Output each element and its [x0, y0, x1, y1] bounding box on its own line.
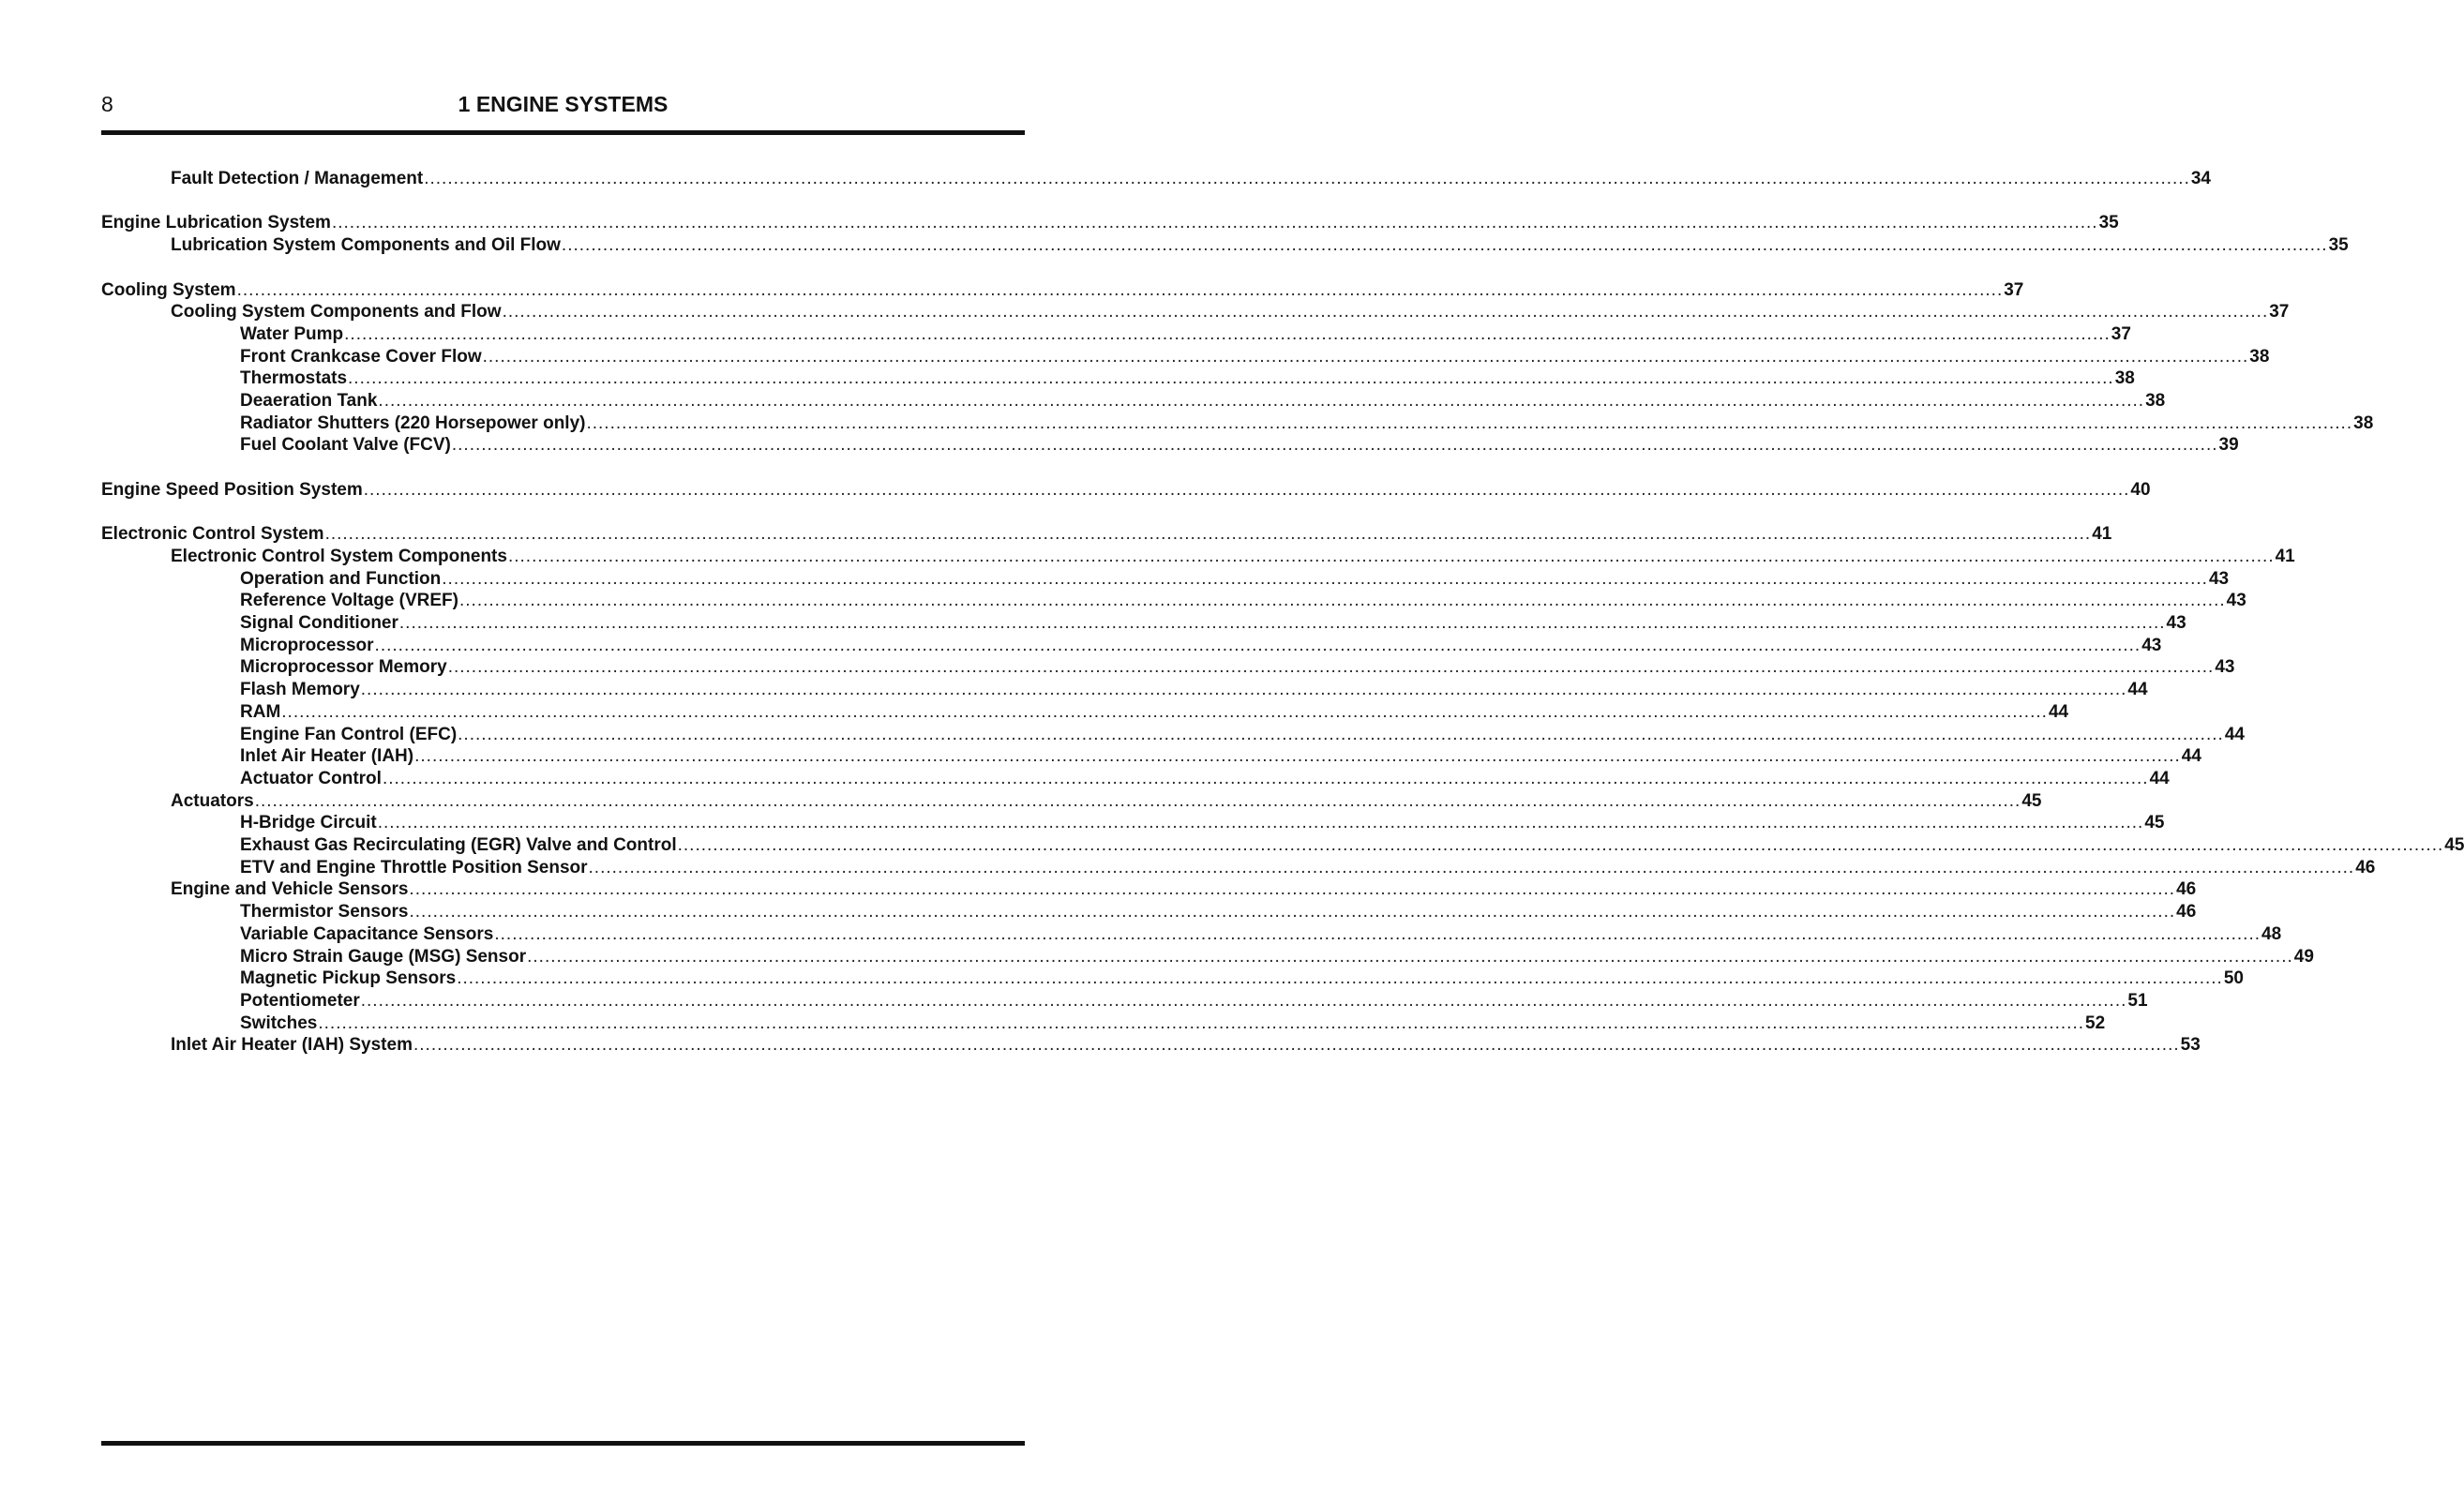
toc-entry-page: 40 — [2130, 479, 2151, 500]
toc-entry — [240, 946, 2314, 968]
toc-leader-dots: ............................................................................................................................................................................................................................................................................................................ — [588, 857, 2355, 878]
toc-entry — [171, 168, 2211, 190]
toc-leader-dots: ............................................................................................................................................................................................................................................................................................................ — [318, 1012, 2085, 1033]
toc-entry-title: Actuators — [171, 790, 254, 811]
toc-entry-title: Variable Capacitance Sensors — [240, 923, 494, 944]
toc-entry-title: Fuel Coolant Valve (FCV) — [240, 435, 451, 456]
toc-entry-title: Switches — [240, 1012, 318, 1033]
toc-entry-title: Signal Conditioner — [240, 613, 398, 633]
page-number: 8 — [101, 92, 113, 116]
toc-entry — [240, 745, 2201, 768]
toc-leader-dots: ............................................................................................................................................................................................................................................................................................................ — [527, 946, 2293, 967]
toc-entry-page: 41 — [2275, 546, 2295, 566]
toc-entry-page: 44 — [2181, 746, 2201, 767]
toc-entry-page: 51 — [2127, 990, 2148, 1011]
toc-entry — [171, 790, 2042, 813]
toc-entry-title: Micro Strain Gauge (MSG) Sensor — [240, 946, 527, 967]
toc-leader-dots: ............................................................................................................................................................................................................................................................................................................ — [442, 568, 2208, 589]
toc-entry-title: Actuator Control — [240, 768, 382, 788]
toc-leader-dots: ............................................................................................................................................................................................................................................................................................................ — [331, 213, 2098, 233]
toc-leader-dots: ............................................................................................................................................................................................................................................................................................................ — [409, 879, 2176, 900]
toc-entry — [240, 434, 2239, 457]
toc-entry-page: 37 — [2111, 323, 2131, 344]
toc-entry-page: 43 — [2226, 591, 2246, 611]
toc-entry-page: 44 — [2224, 724, 2245, 744]
toc-entry-title: Lubrication System Components and Oil Flow — [171, 235, 561, 256]
toc-entry — [101, 523, 2112, 546]
toc-entry-title: Microprocessor — [240, 635, 374, 655]
toc-leader-dots: ............................................................................................................................................................................................................................................................................................................ — [677, 835, 2444, 855]
toc-entry — [240, 990, 2148, 1012]
toc-entry — [240, 590, 2246, 612]
toc-entry-page: 38 — [2353, 412, 2374, 433]
toc-entry-page: 43 — [2208, 568, 2230, 589]
toc-leader-dots: ............................................................................................................................................................................................................................................................................................................ — [586, 412, 2353, 433]
toc-entry-page: 48 — [2261, 923, 2282, 944]
toc-entry-page: 50 — [2223, 968, 2244, 989]
toc-leader-dots: ............................................................................................................................................................................................................................................................................................................ — [344, 323, 2111, 344]
footer-rule — [101, 1441, 1025, 1446]
toc-entry-page: 35 — [2098, 213, 2119, 233]
toc-entry — [240, 412, 2374, 435]
toc-entry-title: Inlet Air Heater (IAH) System — [171, 1035, 413, 1056]
toc-leader-dots: ............................................................................................................................................................................................................................................................................................................ — [360, 990, 2127, 1011]
toc-entry-title: Flash Memory — [240, 680, 360, 700]
toc-entry-page: 45 — [2144, 813, 2165, 833]
toc-entry — [240, 635, 2162, 657]
toc-entry — [101, 279, 2024, 302]
toc-leader-dots: ............................................................................................................................................................................................................................................................................................................ — [281, 701, 2048, 722]
toc-entry-page: 46 — [2355, 857, 2376, 878]
toc-entry-title: Fault Detection / Management — [171, 169, 424, 188]
toc-entry-page: 43 — [2141, 635, 2162, 655]
toc-leader-dots: ............................................................................................................................................................................................................................................................................................................ — [458, 591, 2226, 611]
toc-entry-title: Water Pump — [240, 323, 344, 344]
toc-leader-dots: ............................................................................................................................................................................................................................................................................................................ — [507, 546, 2275, 566]
toc-entry-title: Inlet Air Heater (IAH) — [240, 746, 414, 767]
toc-entry-title: RAM — [240, 701, 281, 722]
toc-entry-title: Electronic Control System Components — [171, 546, 507, 566]
toc-entry — [240, 323, 2131, 346]
toc-entry-title: Potentiometer — [240, 990, 360, 1011]
toc-entry — [171, 1034, 2201, 1057]
toc-entry-page: 44 — [2048, 701, 2069, 722]
toc-entry — [240, 679, 2148, 701]
chapter-title: 1 ENGINE SYSTEMS — [458, 92, 669, 116]
toc-entry-page: 49 — [2293, 946, 2314, 967]
toc-entry-title: Radiator Shutters (220 Horsepower only) — [240, 412, 586, 433]
toc-entry — [240, 857, 2376, 879]
toc-leader-dots: ............................................................................................................................................................................................................................................................................................................ — [451, 435, 2218, 456]
toc-leader-dots: ............................................................................................................................................................................................................................................................................................................ — [324, 524, 2092, 545]
toc-entry — [101, 479, 2151, 502]
toc-entry — [240, 346, 2270, 368]
toc-entry — [240, 368, 2135, 390]
toc-entry-page: 38 — [2145, 391, 2166, 411]
toc-entry-page: 46 — [2176, 879, 2197, 900]
toc-entry-page: 37 — [2269, 302, 2290, 322]
toc-leader-dots: ............................................................................................................................................................................................................................................................................................................ — [413, 1035, 2180, 1056]
toc-entry — [240, 812, 2165, 834]
toc-entry — [171, 878, 2197, 901]
toc-entry-page: 43 — [2166, 613, 2186, 633]
toc-leader-dots: ............................................................................................................................................................................................................................................................................................................ — [482, 346, 2249, 367]
toc-entry-title: Front Crankcase Cover Flow — [240, 346, 482, 367]
toc-leader-dots: ............................................................................................................................................................................................................................................................................................................ — [398, 613, 2166, 633]
toc-leader-dots: ............................................................................................................................................................................................................................................................................................................ — [494, 923, 2261, 944]
toc-entry-title: Microprocessor Memory — [240, 657, 447, 678]
toc-entry — [240, 834, 2464, 857]
toc-leader-dots: ............................................................................................................................................................................................................................................................................................................ — [360, 680, 2127, 700]
toc-leader-dots: ............................................................................................................................................................................................................................................................................................................ — [447, 657, 2215, 678]
toc-entry-page: 53 — [2180, 1035, 2201, 1056]
toc-entry — [240, 768, 2170, 790]
header-rule — [101, 130, 1025, 135]
toc-entry-title: Magnetic Pickup Sensors — [240, 968, 457, 989]
toc-entry — [171, 546, 2295, 568]
toc-entry — [240, 568, 2230, 591]
toc-leader-dots: ............................................................................................................................................................................................................................................................................................................ — [382, 768, 2149, 788]
toc-leader-dots: ............................................................................................................................................................................................................................................................................................................ — [236, 279, 2004, 300]
toc-entry-title: ETV and Engine Throttle Position Sensor — [240, 857, 588, 878]
toc-entry-title: Thermostats — [240, 368, 348, 389]
toc-leader-dots: ............................................................................................................................................................................................................................................................................................................ — [458, 724, 2224, 744]
toc-entry-page: 34 — [2190, 169, 2211, 188]
toc-leader-dots: ............................................................................................................................................................................................................................................................................................................ — [561, 235, 2328, 256]
toc-entry-page: 45 — [2021, 790, 2042, 811]
toc-leader-dots: ............................................................................................................................................................................................................................................................................................................ — [502, 302, 2269, 322]
toc-leader-dots: ............................................................................................................................................................................................................................................................................................................ — [377, 813, 2144, 833]
toc-leader-dots: ............................................................................................................................................................................................................................................................................................................ — [374, 635, 2141, 655]
toc-entry — [240, 901, 2197, 923]
toc-entry-title: Exhaust Gas Recirculating (EGR) Valve and Control — [240, 835, 677, 855]
toc-entry-page: 44 — [2127, 680, 2148, 700]
toc-entry — [240, 968, 2244, 990]
toc-entry — [171, 234, 2349, 257]
toc-entry-page: 35 — [2328, 235, 2349, 256]
toc-entry-title: Reference Voltage (VREF) — [240, 591, 458, 611]
toc-leader-dots: ............................................................................................................................................................................................................................................................................................................ — [378, 391, 2145, 411]
toc-leader-dots: ............................................................................................................................................................................................................................................................................................................ — [363, 479, 2130, 500]
toc-leader-dots: ............................................................................................................................................................................................................................................................................................................ — [457, 968, 2223, 989]
toc-entry-page: 41 — [2092, 524, 2112, 545]
toc-entry — [240, 390, 2166, 412]
toc-entry — [101, 212, 2119, 234]
toc-entry — [240, 612, 2186, 635]
toc-entry-title: Engine Fan Control (EFC) — [240, 724, 458, 744]
toc-leader-dots: ............................................................................................................................................................................................................................................................................................................ — [414, 746, 2181, 767]
toc-entry-page: 38 — [2114, 368, 2135, 389]
toc-leader-dots: ............................................................................................................................................................................................................................................................................................................ — [424, 169, 2190, 188]
toc-entry — [240, 656, 2235, 679]
toc-leader-dots: ............................................................................................................................................................................................................................................................................................................ — [409, 902, 2176, 922]
toc-entry-page: 43 — [2215, 657, 2235, 678]
toc-entry-page: 38 — [2249, 346, 2270, 367]
toc-entry-page: 52 — [2085, 1012, 2106, 1033]
toc-entry-page: 46 — [2176, 902, 2197, 922]
toc-entry-page: 44 — [2149, 768, 2170, 788]
toc-entry-title: Cooling System Components and Flow — [171, 302, 502, 322]
toc-entry — [240, 923, 2282, 946]
toc-entry-title: Cooling System — [101, 279, 236, 300]
toc-entry-title: Operation and Function — [240, 568, 442, 589]
toc-entry-title: Engine and Vehicle Sensors — [171, 879, 409, 900]
toc-entry-page: 45 — [2444, 835, 2464, 855]
toc-entry — [240, 1012, 2106, 1035]
toc-entry-title: Engine Lubrication System — [101, 213, 331, 233]
toc-entry-title: Thermistor Sensors — [240, 902, 409, 922]
toc-entry-title: Electronic Control System — [101, 524, 324, 545]
toc-entry-page: 37 — [2004, 279, 2024, 300]
toc-leader-dots: ............................................................................................................................................................................................................................................................................................................ — [348, 368, 2114, 389]
toc-entry — [240, 701, 2069, 724]
toc-entry — [240, 724, 2245, 746]
toc-entry-title: H-Bridge Circuit — [240, 813, 377, 833]
toc-entry — [171, 301, 2290, 323]
toc-entry-title: Deaeration Tank — [240, 391, 378, 411]
toc-entry-title: Engine Speed Position System — [101, 479, 363, 500]
toc-entry-page: 39 — [2218, 435, 2239, 456]
toc-leader-dots: ............................................................................................................................................................................................................................................................................................................ — [254, 790, 2021, 811]
